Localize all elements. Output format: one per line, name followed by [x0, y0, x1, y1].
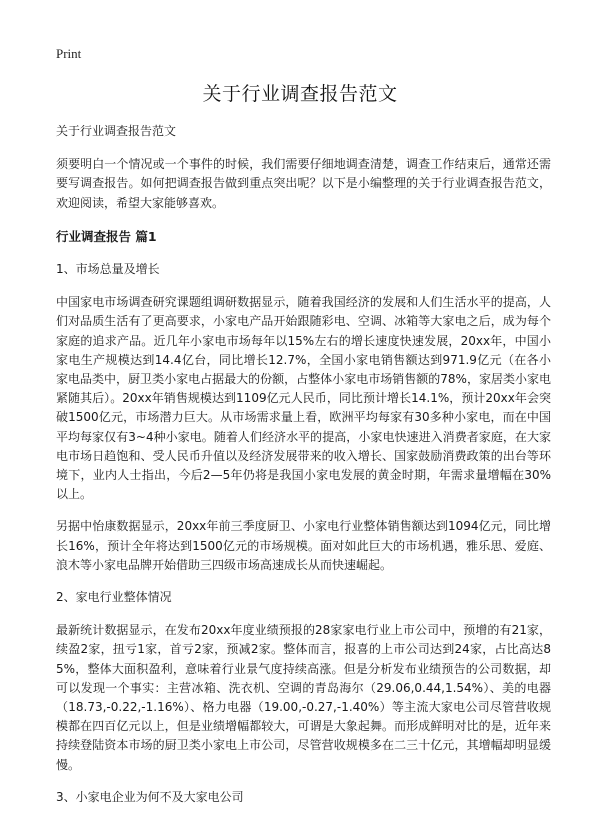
point-heading: 2、家电行业整体情况: [56, 590, 172, 605]
body-paragraph: 另据中怡康数据显示，20xx年前三季度厨卫、小家电行业整体销售额达到1094亿元，同比增长16%，预计全年将达到1500亿元的市场规模。面对如此巨大的市场机遇，雅乐思、爱庭、浪木等小家电品牌开始借助三四级市场高速成长从而快速崛起。: [56, 519, 551, 572]
section-heading: 行业调查报告 篇1: [56, 228, 157, 244]
body-paragraph: 最新统计数据显示，在发布20xx年度业绩预报的28家家电行业上市公司中，预增的有21家，续盈2家，扭亏1家，首亏2家，预减2家。整体而言，报喜的上市公司达到24家，占比高达85%，整体大面积盈利，意味着行业景气度持续高涨。但是分析发布业绩预告的公司数据，却可以发现一个事实：主营冰箱、洗衣机、空调的青岛海尔（29.06,0.44,1.54%）、美的电器（18.73,-0.22,-1.16%）、格力电器（19.00,-0.27,-1.40%）等主流大家电公司尽管营收规模都在四百亿元以上，但是业绩增幅都较大，可谓是大象起舞。而形成鲜明对比的是，近年来持续登陆资本市场的厨卫类小家电上市公司，尽管营收规模多在二三十亿元，其增幅却明显缓慢。: [56, 623, 551, 772]
point-heading: 3、小家电企业为何不及大家电公司: [56, 789, 244, 804]
document-body: [56, 122, 551, 821]
document-title: 关于行业调查报告范文: [202, 83, 398, 105]
intro-paragraph: 须要明白一个情况或一个事件的时候，我们需要仔细地调查清楚，调查工作结束后，通常还需要写调查报告。如何把调查报告做到重点突出呢？以下是小编整理的关于行业调查报告范文，欢迎阅读，希望大家能够喜欢。: [56, 157, 551, 210]
print-label[interactable]: Print: [56, 46, 82, 61]
point-heading: 1、市场总量及增长: [56, 262, 160, 277]
body-paragraph: 中国家电市场调查研究课题组调研数据显示，随着我国经济的发展和人们生活水平的提高，人们对品质生活有了更高要求，小家电产品开始跟随彩电、空调、冰箱等大家电之后，成为每个家庭的追求产品。近几年小家电市场每年以15%左右的增长速度快速发展，20xx年，中国小家电生产规模达到14.4亿台，同比增长12.7%，全国小家电销售额达到971.9亿元（在各小家电品类中，厨卫类小家电占据最大的份额，占整体小家电市场销售额的78%，家居类小家电紧随其后）。20xx年销售规模达到1109亿元人民币，同比预计增长14.1%，预计20xx年会突破1500亿元，市场潜力巨大。从市场需求量上看，欧洲平均每家有30多种小家电，而在中国平均每家仅有3~4种小家电。随着人们经济水平的提高，小家电快速进入消费者家庭，在大家电市场日趋饱和、受人民币升值以及经济发展带来的收入增长、国家鼓励消费政策的出台等环境下，业内人士指出，今后2—5年仍将是我国小家电发展的黄金时期，年需求量增幅在30%以上。: [56, 295, 551, 502]
document-subtitle: 关于行业调查报告范文: [56, 124, 177, 138]
